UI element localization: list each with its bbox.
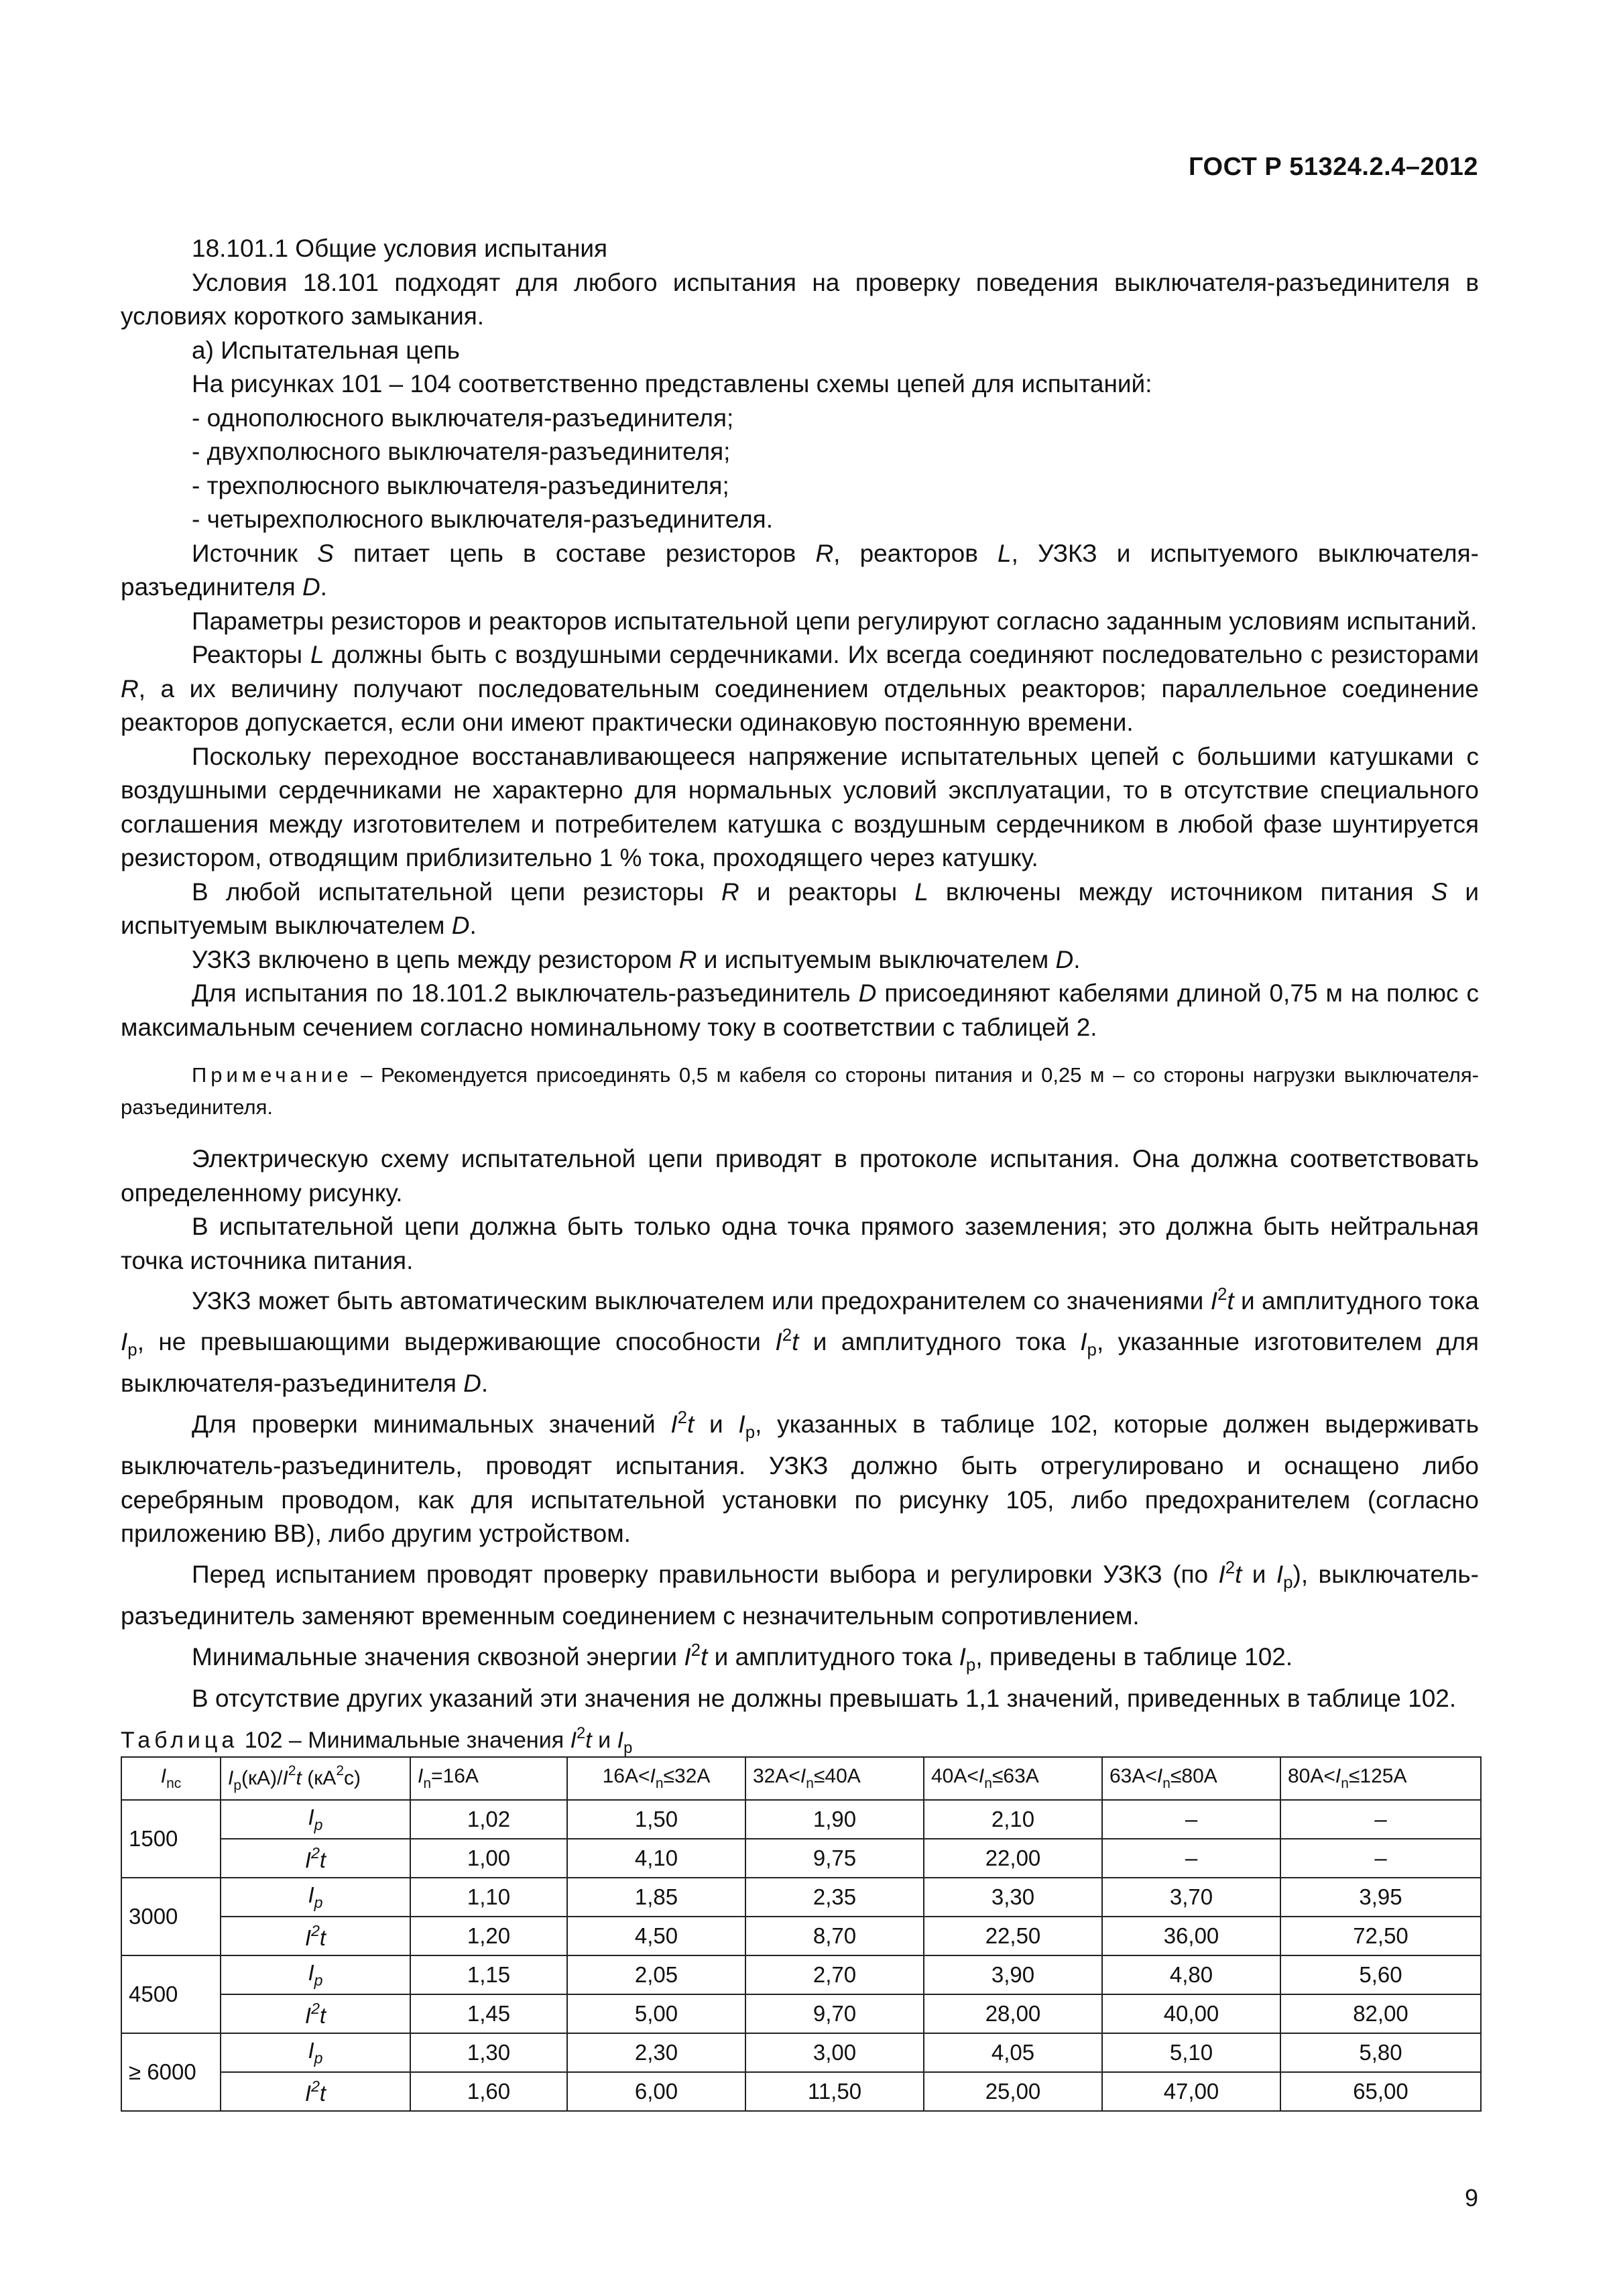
group-label: 3000	[121, 1878, 221, 1955]
paragraph: Поскольку переходное восстанавливающееся напряжение испытательных цепей с большими катушками с воздушными сердечниками не характерно для нормальных условий эксплуатации, то в отсутствие специального соглашения между изготовителем и потребителем катушка с воздушным сердечником в любой фазе шунтируется резистором, отводящим приблизительно 1 % тока, проходящего через катушку.	[121, 742, 1479, 871]
paragraph: Источник S питает цепь в составе резисторов R, реакторов L, УЗКЗ и испытуемого выключателя-разъединителя D.	[121, 539, 1480, 601]
section-title: 18.101.1 Общие условия испытания	[192, 235, 608, 262]
paragraph: В любой испытательной цепи резисторы R и реакторы L включены между источником питания S и испытуемым выключателем D.	[121, 878, 1480, 939]
table-row	[121, 1839, 1481, 1878]
table-cell: 1,45	[410, 1994, 567, 2033]
table-cell: 1,60	[410, 2072, 567, 2111]
table-cell: 5,10	[1102, 2033, 1280, 2072]
table-row	[121, 1994, 1481, 2033]
row-symbol-ip: $I_p$	[221, 1955, 410, 1994]
paragraph: На рисунках 101 – 104 соответственно представлены схемы цепей для испытаний:	[192, 370, 1152, 398]
table-cell: 1,02	[410, 1800, 567, 1839]
paragraph: УЗКЗ включено в цепь между резистором R и испытуемым выключателем D.	[192, 945, 1081, 973]
list-item: - однополюсного выключателя-разъединителя;	[192, 404, 734, 432]
table-cell: 3,70	[1102, 1878, 1280, 1917]
table-row	[121, 1917, 1481, 1955]
table-cell: 22,00	[924, 1839, 1102, 1878]
table-cell: 2,05	[567, 1955, 745, 1994]
table-cell: 1,90	[745, 1800, 924, 1839]
table-header-row	[121, 1757, 1481, 1800]
table-cell: 8,70	[745, 1917, 924, 1955]
header-cell-inc: $I_{nc}$	[121, 1757, 221, 1800]
paragraph: Электрическую схему испытательной цепи приводят в протоколе испытания. Она должна соответствовать определенному рисунку.	[121, 1145, 1479, 1207]
table-cell: 22,50	[924, 1917, 1102, 1955]
standard-designation: ГОСТ Р 51324.2.4–2012	[1189, 153, 1478, 181]
table-cell: 1,15	[410, 1955, 567, 1994]
table-cell: 6,00	[567, 2072, 745, 2111]
paragraph: Для проверки минимальных значений $I^2t$ и $I_p$, указанных в таблице 102, которые должен выдерживать выключатель-разъединитель, проводят испытания. УЗКЗ должно быть отрегулировано и оснащено либо серебряным проводом, как для испытательной установки по рисунку 105, либо предохранителем (согласно приложению ВВ), либо другим устройством.	[121, 1408, 1479, 1547]
header-cell-current-range: $16А<I_n\le 32А$	[567, 1757, 745, 1800]
note-label: Примечание	[192, 1063, 353, 1087]
table-cell: 4,80	[1102, 1955, 1280, 1994]
note: Примечание – Рекомендуется присоединять 0,5 м кабеля со стороны питания и 0,25 м – со стороны нагрузки выключателя-разъединителя.	[121, 1063, 1479, 1119]
row-symbol-i2t: $I^2t$	[221, 1917, 410, 1955]
list-item: - трехполюсного выключателя-разъединителя;	[192, 471, 729, 499]
row-symbol-ip: $I_p$	[221, 1800, 410, 1839]
table-row	[121, 1878, 1481, 1917]
row-symbol-ip: $I_p$	[221, 1878, 410, 1917]
table-cell: –	[1102, 1839, 1280, 1878]
table-cell: 4,50	[567, 1917, 745, 1955]
paragraph: В отсутствие других указаний эти значения не должны превышать 1,1 значений, приведенных в таблице 102.	[192, 1685, 1457, 1712]
table-cell: 1,20	[410, 1917, 567, 1955]
table-cell: 5,60	[1280, 1955, 1481, 1994]
table-cell: 1,50	[567, 1800, 745, 1839]
paragraph: УЗКЗ может быть автоматическим выключателем или предохранителем со значениями $I^2t$ и амплитудного тока $I_p$, не превышающими выдерживающие способности $I^2t$ и амплитудного тока $I_p$, указанные изготовителем для выключателя-разъединителя D.	[121, 1285, 1479, 1397]
table-cell: 1,30	[410, 2033, 567, 2072]
table-cell: 3,30	[924, 1878, 1102, 1917]
paragraph: Реакторы L должны быть с воздушными сердечниками. Их всегда соединяют последовательно с резисторами R, а их величину получают последовательным соединением отдельных реакторов; параллельное соединение реакторов допускается, если они имеют практически одинаковую постоянную времени.	[121, 641, 1479, 736]
row-symbol-i2t: $I^2t$	[221, 1839, 410, 1878]
paragraph: В испытательной цепи должна быть только одна точка прямого заземления; это должна быть нейтральная точка источника питания.	[121, 1213, 1479, 1274]
table-cell: 5,00	[567, 1994, 745, 2033]
table-cell: 28,00	[924, 1994, 1102, 2033]
table-102	[121, 1756, 1482, 2112]
table-row	[121, 1955, 1481, 1994]
table-cell: 36,00	[1102, 1917, 1280, 1955]
header-cell-current-range: $63А<I_n\le 80А$	[1102, 1757, 1280, 1800]
table-cell: –	[1280, 1800, 1481, 1839]
header-cell-ip-i2t: $I_p(кА)/I^2t$ $(кА^2с)$	[221, 1757, 410, 1800]
paragraph: Перед испытанием проводят проверку правильности выбора и регулировки УЗКЗ (по $I^2t$ и $I_p$), выключатель-разъединитель заменяют временным соединением с незначительным сопротивлением.	[121, 1558, 1479, 1630]
table-cell: 1,85	[567, 1878, 745, 1917]
table-cell: 3,00	[745, 2033, 924, 2072]
table-cell: 47,00	[1102, 2072, 1280, 2111]
table-cell: 3,95	[1280, 1878, 1481, 1917]
table-cell: 2,70	[745, 1955, 924, 1994]
header-cell-current-range: $32А<I_n\le 40А$	[745, 1757, 924, 1800]
table-caption: Таблица 102 – Минимальные значения $I^2t$ и $I_p$	[121, 1724, 633, 1757]
row-symbol-ip: $I_p$	[221, 2033, 410, 2072]
paragraph: Минимальные значения сквозной энергии $I^2t$ и амплитудного тока $I_p$, приведены в таблице 102.	[192, 1640, 1293, 1675]
list-item: - двухполюсного выключателя-разъединителя;	[192, 438, 731, 465]
table-cell: 72,50	[1280, 1917, 1481, 1955]
table-cell: 3,90	[924, 1955, 1102, 1994]
group-label: ≥ 6000	[121, 2033, 221, 2111]
header-cell-current-range: $80А<I_n\le 125А$	[1280, 1757, 1481, 1800]
table-cell: 1,00	[410, 1839, 567, 1878]
table-cell: –	[1102, 1800, 1280, 1839]
header-cell-current-range: $40А<I_n\le 63А$	[924, 1757, 1102, 1800]
table-cell: 11,50	[745, 2072, 924, 2111]
table-row	[121, 2033, 1481, 2072]
row-symbol-i2t: $I^2t$	[221, 1994, 410, 2033]
group-label: 1500	[121, 1800, 221, 1878]
paragraph: Параметры резисторов и реакторов испытательной цепи регулируют согласно заданным условиям испытаний.	[192, 607, 1478, 635]
table-cell: 25,00	[924, 2072, 1102, 2111]
list-item: - четырехполюсного выключателя-разъединителя.	[192, 505, 773, 533]
table-cell: 2,30	[567, 2033, 745, 2072]
table-row	[121, 1800, 1481, 1839]
table-cell: –	[1280, 1839, 1481, 1878]
table-cell: 4,10	[567, 1839, 745, 1878]
page-number: 9	[1464, 2184, 1478, 2212]
table-cell: 4,05	[924, 2033, 1102, 2072]
table-cell: 65,00	[1280, 2072, 1481, 2111]
row-symbol-i2t: $I^2t$	[221, 2072, 410, 2111]
table-cell: 5,80	[1280, 2033, 1481, 2072]
table-cell: 1,10	[410, 1878, 567, 1917]
table-cell: 82,00	[1280, 1994, 1481, 2033]
table-row	[121, 2072, 1481, 2111]
table-cell: 9,75	[745, 1839, 924, 1878]
table-cell: 2,35	[745, 1878, 924, 1917]
table-cell: 40,00	[1102, 1994, 1280, 2033]
paragraph: Для испытания по 18.101.2 выключатель-разъединитель D присоединяют кабелями длиной 0,75 м на полюс с максимальным сечением согласно номинальному току в соответствии с таблицей 2.	[121, 979, 1479, 1041]
header-cell-current-range: $I_n=16А$	[410, 1757, 567, 1800]
subsection-title: а) Испытательная цепь	[192, 336, 460, 364]
document-body	[121, 232, 1479, 1764]
table-cell: 9,70	[745, 1994, 924, 2033]
table-cell: 2,10	[924, 1800, 1102, 1839]
paragraph: Условия 18.101 подходят для любого испытания на проверку поведения выключателя-разъединителя в условиях короткого замыкания.	[121, 268, 1479, 330]
group-label: 4500	[121, 1955, 221, 2033]
